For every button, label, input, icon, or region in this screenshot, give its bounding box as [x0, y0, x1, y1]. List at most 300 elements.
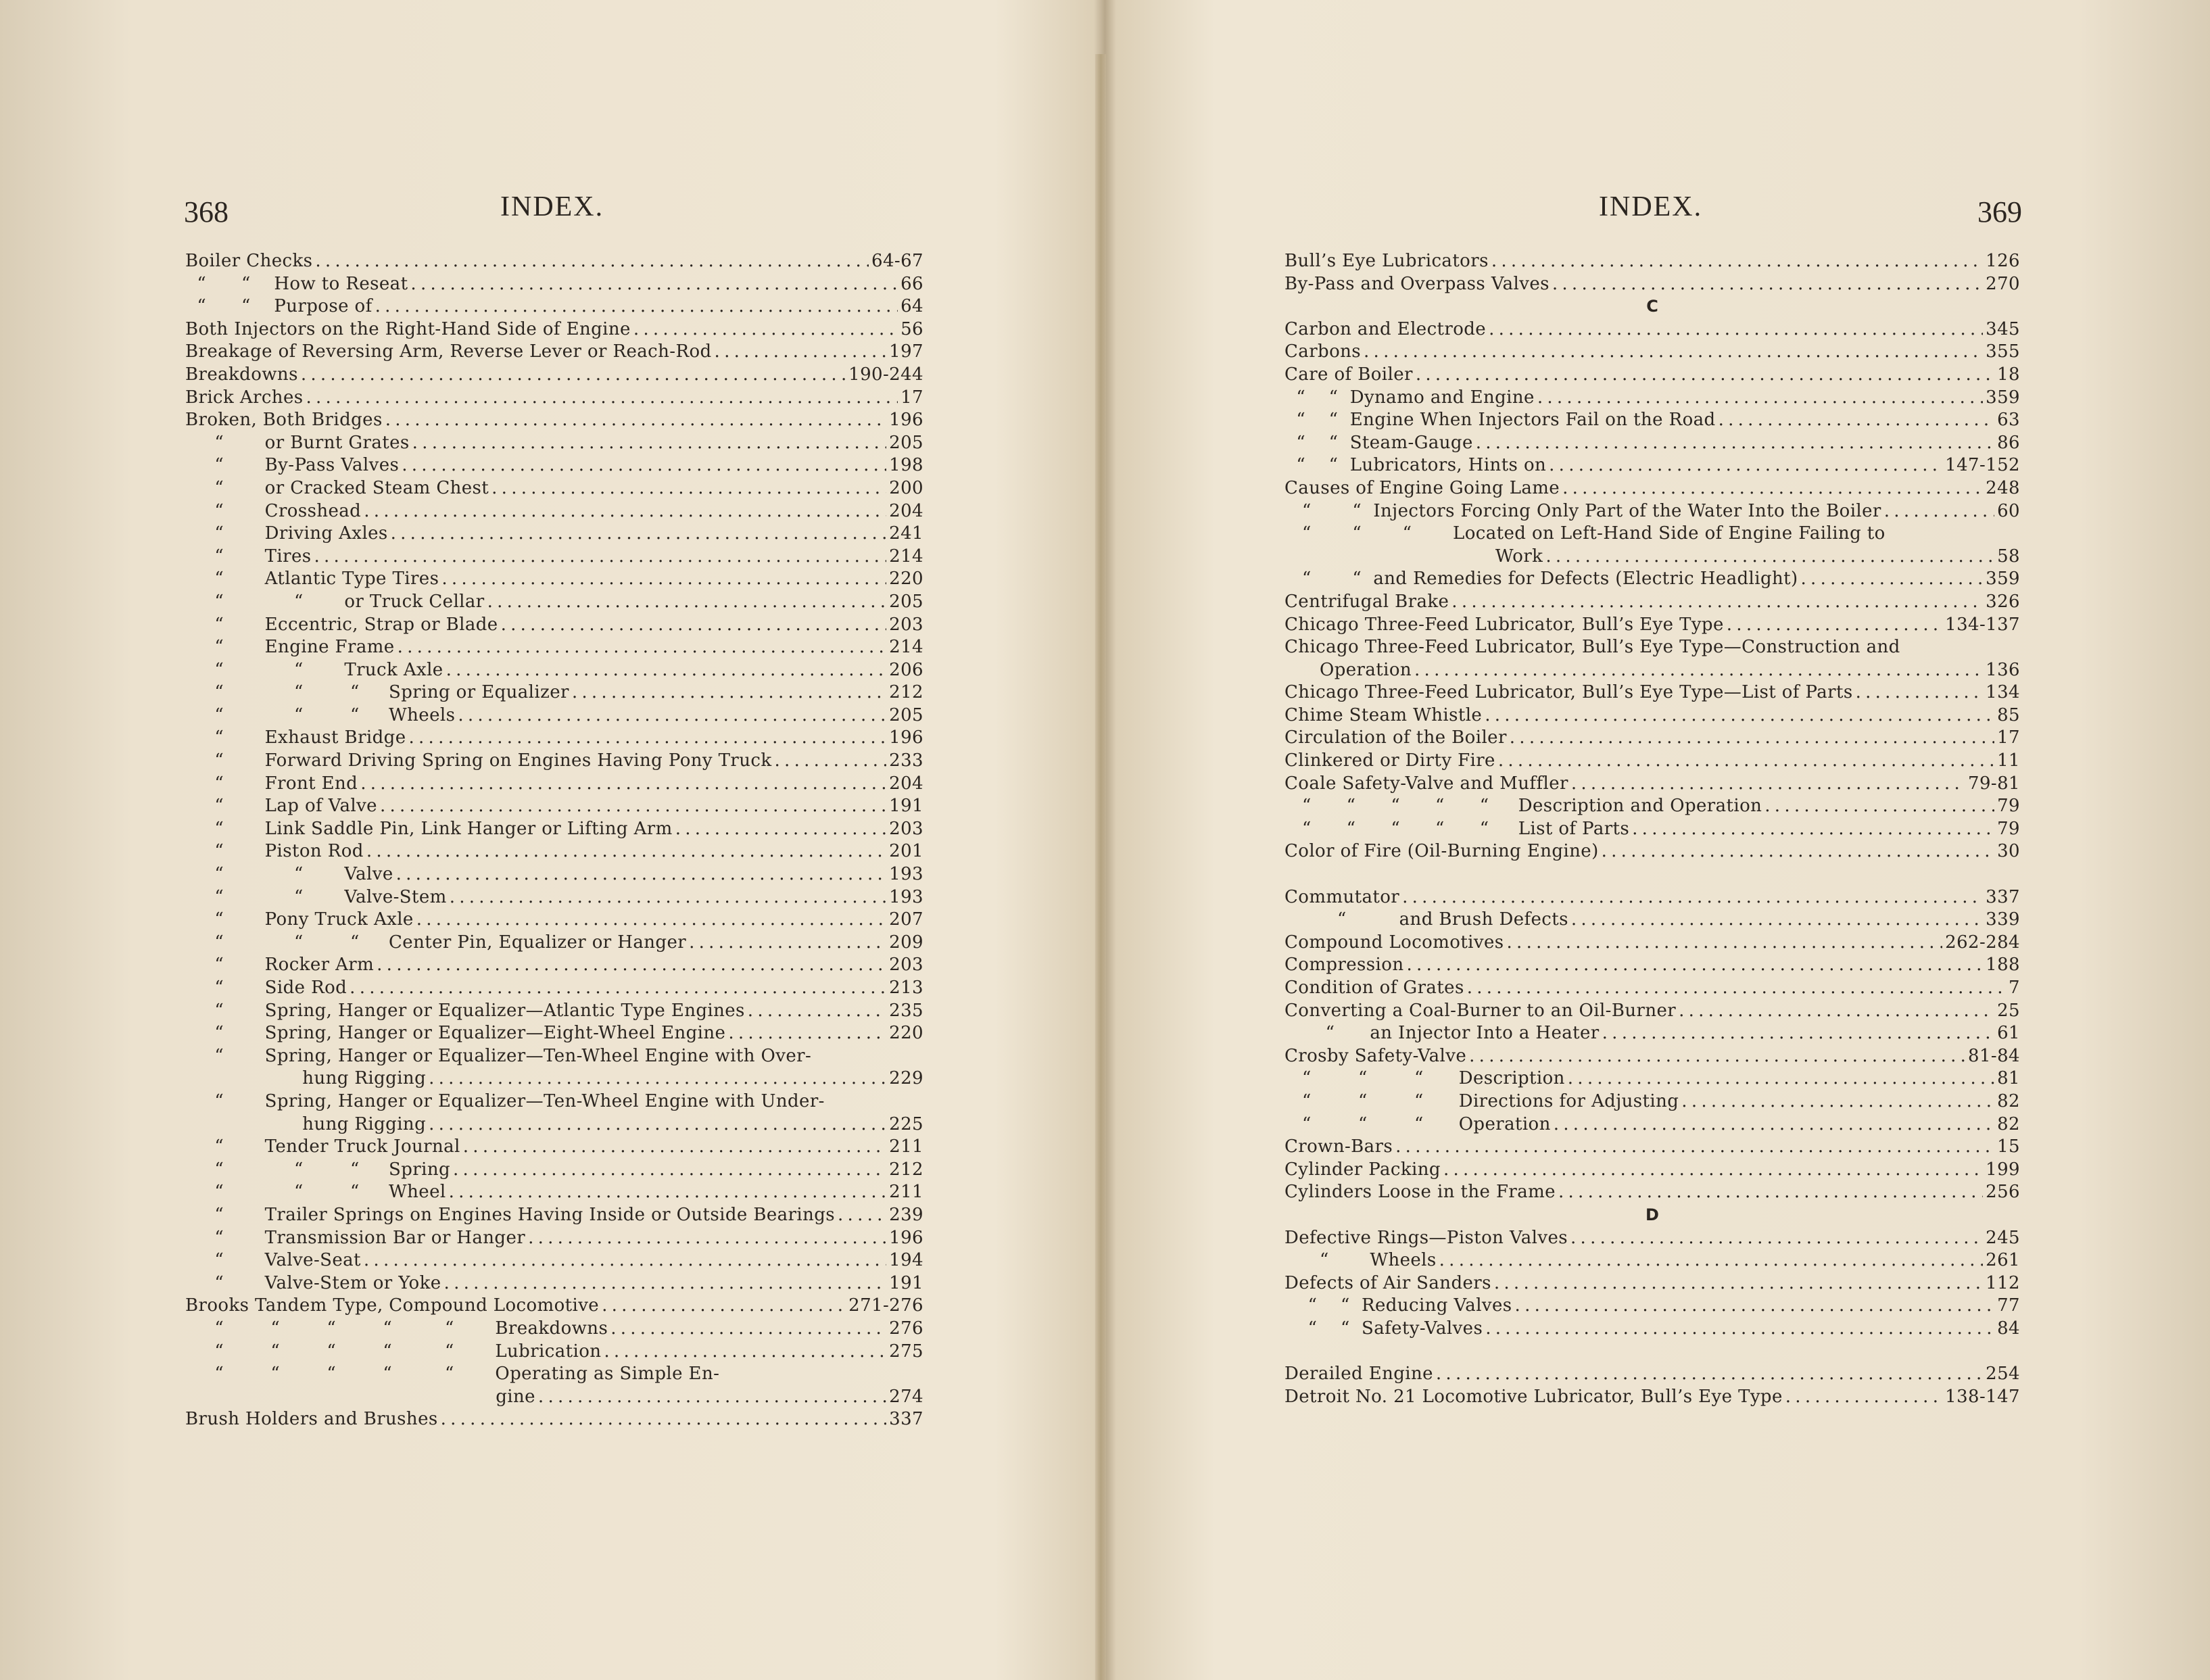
entry-text: “ “ and Remedies for Defects (Electric Headlight)	[1284, 569, 1798, 590]
entry-text: Brick Arches	[185, 387, 304, 408]
entry-text: Chime Steam Whistle	[1284, 704, 1483, 725]
entry-page-ref: 86	[1997, 432, 2020, 453]
entry-text: “ Wheels	[1284, 1250, 1437, 1271]
dot-leader	[350, 977, 886, 1000]
dot-leader	[1571, 909, 1983, 932]
dot-leader	[301, 364, 846, 387]
index-entry	[185, 636, 923, 659]
index-entry	[185, 977, 923, 1000]
entry-page-ref: 345	[1986, 318, 2020, 339]
dot-leader	[838, 1204, 886, 1227]
entry-page-ref: 56	[900, 318, 923, 339]
index-entry	[1284, 1295, 2020, 1318]
index-entry	[185, 273, 923, 296]
dot-leader	[385, 409, 886, 432]
entry-page-ref: 191	[889, 1272, 923, 1293]
index-entry	[185, 1181, 923, 1204]
dot-leader	[429, 1113, 886, 1136]
index-entry	[1284, 273, 2020, 296]
dot-leader	[1719, 409, 1995, 432]
index-entry	[185, 568, 923, 591]
dot-leader	[675, 818, 886, 841]
index-entry	[1284, 1318, 2020, 1341]
index-entry	[185, 341, 923, 364]
entry-page-ref: 79	[1997, 796, 2020, 817]
index-entry	[185, 659, 923, 682]
entry-text: “ “ Dynamo and Engine	[1284, 387, 1535, 408]
index-entry	[185, 1159, 923, 1182]
entry-text: “ Lap of Valve	[185, 796, 377, 817]
dot-leader	[1545, 546, 1994, 569]
entry-text: “ “ Steam-Gauge	[1284, 432, 1473, 453]
dot-leader	[1414, 659, 1983, 682]
dot-leader	[775, 750, 887, 773]
index-entry	[1284, 1386, 2020, 1409]
entry-text: “ Crosshead	[185, 500, 362, 521]
index-entry	[1284, 977, 2020, 1000]
entry-text: Cylinder Packing	[1284, 1159, 1441, 1180]
entry-page-ref: 205	[889, 591, 923, 612]
entry-text: “ “ “ Directions for Adjusting	[1284, 1090, 1679, 1111]
dot-leader	[429, 1067, 886, 1090]
dot-leader	[1364, 341, 1983, 364]
dot-leader	[633, 318, 898, 341]
index-entry	[185, 1204, 923, 1227]
left-page-title: INDEX.	[500, 191, 604, 222]
entry-page-ref: 81	[1997, 1068, 2020, 1089]
entry-text: “ “ “ Spring	[185, 1159, 451, 1180]
dot-leader	[1395, 1136, 1994, 1159]
index-entry	[1284, 932, 2020, 955]
dot-leader	[1489, 318, 1983, 341]
index-entry	[185, 932, 923, 955]
entry-text: “ Front End	[185, 773, 358, 794]
right-page-number: 369	[1977, 195, 2022, 229]
index-entry	[1284, 364, 2020, 387]
entry-text: “ Piston Rod	[185, 841, 364, 862]
entry-page-ref: 134-137	[1945, 614, 2020, 635]
dot-leader	[315, 250, 869, 273]
entry-text: Cylinders Loose in the Frame	[1284, 1182, 1556, 1203]
index-entry	[1284, 1363, 2020, 1386]
entry-page-ref: 203	[889, 955, 923, 976]
entry-text: Defects of Air Sanders	[1284, 1272, 1491, 1293]
entry-text: Chicago Three-Feed Lubricator, Bull’s Eye Type	[1284, 614, 1724, 635]
dot-leader	[1485, 704, 1994, 727]
entry-text: “ “ Lubricators, Hints on	[1284, 455, 1547, 476]
index-entry	[185, 546, 923, 569]
index-entry	[1284, 432, 2020, 455]
dot-leader	[1510, 727, 1994, 750]
entry-text: “ an Injector Into a Heater	[1284, 1023, 1600, 1044]
index-entry	[185, 591, 923, 614]
entry-page-ref: 214	[889, 637, 923, 658]
dot-leader	[538, 1386, 886, 1409]
dot-leader	[1568, 1067, 1994, 1090]
dot-leader	[1439, 1249, 1984, 1272]
dot-leader	[1552, 273, 1983, 296]
entry-page-ref: 239	[889, 1204, 923, 1225]
index-entry	[185, 1113, 923, 1136]
dot-leader	[458, 704, 886, 727]
index-entry	[1284, 454, 2020, 477]
entry-page-ref: 337	[1986, 886, 2020, 907]
entry-text: Both Injectors on the Right-Hand Side of Engine	[185, 318, 631, 339]
entry-text: “ “ Engine When Injectors Fail on the Road	[1284, 410, 1716, 431]
index-entry	[185, 477, 923, 500]
entry-text: Boiler Checks	[185, 251, 313, 271]
entry-page-ref: 204	[889, 500, 923, 521]
dot-leader	[748, 1000, 886, 1023]
index-entry	[185, 295, 923, 318]
entry-text: Operation	[1284, 659, 1412, 680]
entry-text: “ Engine Frame	[185, 637, 395, 658]
index-entry	[185, 954, 923, 977]
dot-leader	[446, 659, 887, 682]
entry-page-ref: 254	[1986, 1364, 2020, 1385]
entry-text: Converting a Coal-Burner to an Oil-Burner	[1284, 1000, 1677, 1021]
index-entry	[185, 1408, 923, 1431]
entry-page-ref: 7	[2009, 978, 2020, 998]
dot-leader	[1679, 1000, 1994, 1023]
entry-text: “ Spring, Hanger or Equalizer—Eight-Wheel Engine	[185, 1023, 726, 1044]
entry-text: Compression	[1284, 955, 1404, 976]
entry-text: Clinkered or Dirty Fire	[1284, 750, 1495, 771]
index-entry	[185, 886, 923, 909]
entry-page-ref: 193	[889, 886, 923, 907]
index-entry	[1284, 1136, 2020, 1159]
entry-text: By-Pass and Overpass Valves	[1284, 273, 1550, 294]
dot-leader	[380, 795, 886, 818]
dot-leader	[444, 1272, 887, 1295]
dot-leader	[1558, 1181, 1983, 1204]
index-entry	[1284, 1067, 2020, 1090]
index-entry	[1284, 659, 2020, 682]
entry-text: Breakdowns	[185, 364, 298, 385]
entry-text: “ Tender Truck Journal	[185, 1136, 460, 1157]
dot-leader	[450, 886, 886, 909]
entry-page-ref: 211	[889, 1136, 923, 1157]
entry-text: “ “ “ “ “ Description and Operation	[1284, 796, 1762, 817]
dot-leader	[364, 1249, 886, 1272]
entry-text: Crosby Safety-Valve	[1284, 1045, 1467, 1066]
dot-leader	[1402, 886, 1983, 909]
entry-page-ref: 206	[889, 659, 923, 680]
index-entry	[1284, 704, 2020, 727]
dot-leader	[1469, 1045, 1965, 1068]
entry-page-ref: 359	[1986, 387, 2020, 408]
entry-text: Bull’s Eye Lubricators	[1284, 251, 1489, 271]
entry-page-ref: 196	[889, 1227, 923, 1248]
entry-page-ref: 270	[1986, 273, 2020, 294]
dot-leader	[610, 1318, 886, 1341]
index-entry	[1284, 1045, 2020, 1068]
entry-text: “ Eccentric, Strap or Blade	[185, 614, 498, 635]
entry-text: Causes of Engine Going Lame	[1284, 477, 1560, 498]
entry-page-ref: 211	[889, 1182, 923, 1203]
dot-leader	[487, 591, 887, 614]
entry-page-ref: 193	[889, 864, 923, 885]
entry-page-ref: 198	[889, 455, 923, 476]
right-index-list	[1284, 250, 2020, 1408]
index-entry	[185, 909, 923, 932]
entry-page-ref: 276	[889, 1318, 923, 1339]
entry-page-ref: 82	[1997, 1090, 2020, 1111]
entry-page-ref: 196	[889, 727, 923, 748]
dot-leader	[453, 1159, 886, 1182]
dot-leader	[441, 568, 886, 591]
dot-leader	[364, 500, 886, 523]
index-entry	[1284, 341, 2020, 364]
entry-text: gine	[185, 1386, 535, 1407]
entry-text: “ “ “ “ “ Operating as Simple En-	[185, 1364, 720, 1385]
entry-text: “ “ Safety-Valves	[1284, 1318, 1483, 1339]
dot-leader	[449, 1181, 887, 1204]
entry-text: “ or Cracked Steam Chest	[185, 477, 489, 498]
index-entry	[1284, 954, 2020, 977]
index-entry	[1284, 1181, 2020, 1204]
index-entry	[1284, 568, 2020, 591]
dot-leader	[501, 614, 887, 637]
entry-text: Centrifugal Brake	[1284, 591, 1449, 612]
index-entry	[1284, 500, 2020, 523]
dot-leader	[410, 273, 898, 296]
entry-text: Derailed Engine	[1284, 1364, 1433, 1385]
dot-leader	[1476, 432, 1994, 455]
index-entry	[185, 1272, 923, 1295]
entry-text: “ “ “ Operation	[1284, 1113, 1551, 1134]
entry-page-ref: 191	[889, 796, 923, 817]
dot-leader	[1537, 387, 1983, 410]
entry-text: “ “ or Truck Cellar	[185, 591, 485, 612]
dot-leader	[1570, 1227, 1983, 1250]
entry-text: “ “ “ “ “ Breakdowns	[185, 1318, 608, 1339]
entry-text: “ or Burnt Grates	[185, 432, 410, 453]
index-entry	[185, 1000, 923, 1023]
entry-text: “ “ Purpose of	[185, 296, 373, 317]
dot-leader	[408, 727, 886, 750]
entry-page-ref: 134	[1986, 682, 2020, 703]
entry-page-ref: 205	[889, 704, 923, 725]
index-entry	[1284, 818, 2020, 841]
entry-text: “ Atlantic Type Tires	[185, 569, 439, 590]
entry-text: “ Transmission Bar or Hanger	[185, 1227, 526, 1248]
entry-page-ref: 248	[1986, 477, 2020, 498]
dot-leader	[715, 341, 887, 364]
index-entry	[1284, 546, 2020, 569]
index-entry	[185, 681, 923, 704]
entry-text: Carbons	[1284, 341, 1362, 362]
dot-leader	[1443, 1159, 1983, 1182]
entry-text: “ “ Valve	[185, 864, 393, 885]
entry-page-ref: 11	[1997, 750, 2020, 771]
index-entry	[185, 387, 923, 410]
dot-leader	[391, 523, 887, 546]
entry-page-ref: 18	[1997, 364, 2020, 385]
dot-leader	[1467, 977, 2006, 1000]
entry-text: “ Link Saddle Pin, Link Hanger or Lifting Arm	[185, 818, 673, 839]
dot-leader	[1571, 773, 1965, 796]
dot-leader	[602, 1295, 846, 1318]
entry-page-ref: 233	[889, 750, 923, 771]
entry-page-ref: 126	[1986, 251, 2020, 271]
entry-page-ref: 241	[889, 523, 923, 544]
dot-leader	[463, 1136, 886, 1159]
index-entry	[185, 863, 923, 886]
index-entry	[185, 773, 923, 796]
entry-text: Broken, Both Bridges	[185, 410, 383, 431]
entry-page-ref: 112	[1986, 1272, 2020, 1293]
entry-page-ref: 275	[889, 1341, 923, 1362]
index-entry	[1284, 591, 2020, 614]
entry-page-ref: 81-84	[1968, 1045, 2020, 1066]
entry-text: hung Rigging	[185, 1113, 427, 1134]
entry-text: Care of Boiler	[1284, 364, 1413, 385]
entry-page-ref: 339	[1986, 909, 2020, 930]
entry-text: Coale Safety-Valve and Muffler	[1284, 773, 1568, 794]
index-entry	[185, 704, 923, 727]
entry-page-ref: 209	[889, 932, 923, 953]
index-entry	[1284, 1113, 2020, 1136]
index-entry	[185, 432, 923, 455]
entry-text: “ Tires	[185, 546, 312, 567]
entry-page-ref: 85	[1997, 704, 2020, 725]
dot-leader	[1554, 1113, 1994, 1136]
entry-page-ref: 188	[1986, 955, 2020, 976]
entry-page-ref: 212	[889, 1159, 923, 1180]
entry-text: “ Rocker Arm	[185, 955, 375, 976]
index-entry	[185, 840, 923, 863]
dot-leader	[1884, 500, 1994, 523]
entry-page-ref: 61	[1997, 1023, 2020, 1044]
entry-text: “ Spring, Hanger or Equalizer—Ten-Wheel Engine with Over-	[185, 1045, 812, 1066]
index-entry	[185, 318, 923, 341]
entry-page-ref: 196	[889, 410, 923, 431]
entry-page-ref: 203	[889, 818, 923, 839]
dot-leader	[1498, 750, 1994, 773]
index-entry	[1284, 1249, 2020, 1272]
entry-text: “ “ “ “ “ List of Parts	[1284, 818, 1630, 839]
entry-page-ref: 359	[1986, 569, 2020, 590]
dot-leader	[1727, 614, 1942, 637]
dot-leader	[1416, 364, 1994, 387]
index-entry	[185, 250, 923, 273]
entry-text: Carbon and Electrode	[1284, 318, 1487, 339]
dot-leader	[1632, 818, 1994, 841]
entry-text: “ Pony Truck Axle	[185, 909, 414, 930]
entry-page-ref: 337	[889, 1409, 923, 1430]
left-page-number: 368	[184, 195, 229, 229]
right-page-title: INDEX.	[1599, 191, 1703, 222]
index-entry	[1284, 1227, 2020, 1250]
entry-text: “ Valve-Seat	[185, 1250, 361, 1271]
entry-text: “ “ Valve-Stem	[185, 886, 447, 907]
dot-leader	[1856, 681, 1984, 704]
entry-text: Commutator	[1284, 886, 1400, 907]
entry-text: “ Side Rod	[185, 978, 347, 998]
entry-text: Detroit No. 21 Locomotive Lubricator, Bull’s Eye Type	[1284, 1386, 1783, 1407]
entry-page-ref: 63	[1997, 410, 2020, 431]
entry-page-ref: 17	[1997, 727, 2020, 748]
dot-leader	[1436, 1363, 1983, 1386]
entry-page-ref: 205	[889, 432, 923, 453]
index-entry	[185, 364, 923, 387]
index-entry	[1284, 1022, 2020, 1045]
dot-leader	[1491, 250, 1983, 273]
dot-leader	[1602, 840, 1994, 863]
entry-text: “ “ “ Located on Left-Hand Side of Engine Failing to	[1284, 523, 1885, 544]
dot-leader	[1451, 591, 1983, 614]
entry-page-ref: 326	[1986, 591, 2020, 612]
index-entry	[1284, 1272, 2020, 1295]
dot-leader	[366, 840, 886, 863]
index-entry	[185, 409, 923, 432]
entry-text: Defective Rings—Piston Valves	[1284, 1227, 1568, 1248]
index-entry	[185, 1341, 923, 1364]
blank-line	[1284, 863, 2020, 886]
dot-leader	[377, 954, 886, 977]
entry-text: “ “ “ Description	[1284, 1068, 1565, 1089]
dot-leader	[604, 1341, 886, 1364]
entry-page-ref: 203	[889, 614, 923, 635]
dot-leader	[396, 863, 887, 886]
index-entry	[185, 1136, 923, 1159]
dot-leader	[1507, 932, 1943, 955]
entry-text: Brooks Tandem Type, Compound Locomotive	[185, 1295, 600, 1316]
index-entry	[1284, 1000, 2020, 1023]
dot-leader	[1562, 477, 1983, 500]
dot-leader	[441, 1408, 887, 1431]
entry-text: Condition of Grates	[1284, 978, 1464, 998]
index-entry	[1284, 1159, 2020, 1182]
index-entry	[1284, 886, 2020, 909]
dot-leader	[528, 1227, 886, 1250]
entry-page-ref: 15	[1997, 1136, 2020, 1157]
entry-page-ref: 212	[889, 682, 923, 703]
entry-page-ref: 274	[889, 1386, 923, 1407]
entry-page-ref: 136	[1986, 659, 2020, 680]
index-entry	[1284, 250, 2020, 273]
entry-page-ref: 64-67	[871, 251, 923, 271]
entry-text: Chicago Three-Feed Lubricator, Bull’s Eye Type—Construction and	[1284, 637, 1900, 658]
entry-text: “ Forward Driving Spring on Engines Having Pony Truck	[185, 750, 772, 771]
dot-leader	[1681, 1090, 1994, 1113]
index-entry	[1284, 750, 2020, 773]
section-letter: C	[1646, 297, 1658, 316]
entry-text: “ “ “ Wheel	[185, 1182, 446, 1203]
entry-page-ref: 207	[889, 909, 923, 930]
index-entry	[185, 1045, 923, 1068]
index-entry	[1284, 477, 2020, 500]
entry-page-ref: 220	[889, 1023, 923, 1044]
entry-page-ref: 66	[900, 273, 923, 294]
index-entry	[1284, 387, 2020, 410]
entry-page-ref: 138-147	[1945, 1386, 2020, 1407]
index-entry	[185, 1022, 923, 1045]
index-entry	[1284, 840, 2020, 863]
dot-leader	[728, 1022, 886, 1045]
entry-text: Breakage of Reversing Arm, Reverse Lever or Reach-Rod	[185, 341, 712, 362]
index-entry	[185, 1363, 923, 1386]
entry-page-ref: 199	[1986, 1159, 2020, 1180]
index-entry	[185, 1090, 923, 1113]
entry-text: Crown-Bars	[1284, 1136, 1393, 1157]
entry-page-ref: 225	[889, 1113, 923, 1134]
dot-leader	[1485, 1318, 1994, 1341]
index-entry	[1284, 773, 2020, 796]
entry-page-ref: 213	[889, 978, 923, 998]
dot-leader	[360, 773, 886, 796]
